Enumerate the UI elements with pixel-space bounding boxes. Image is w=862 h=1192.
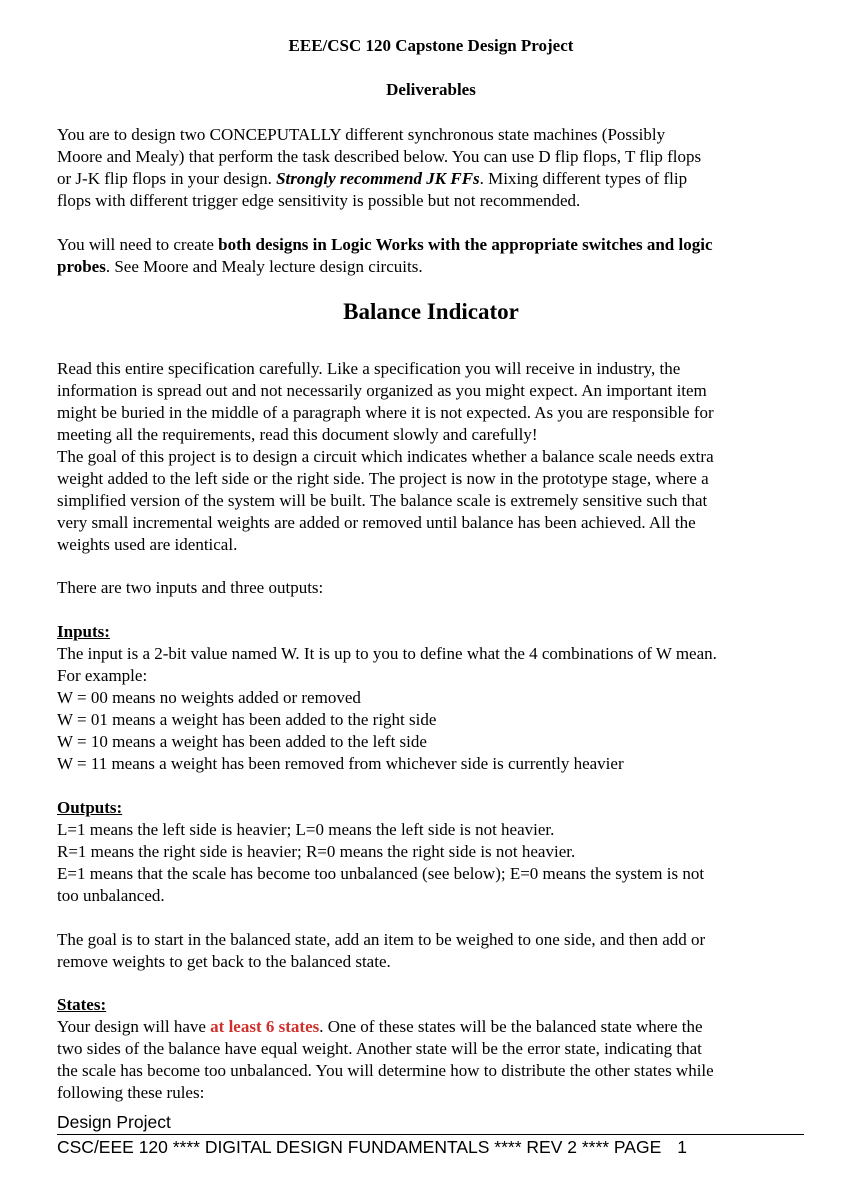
- text-line: following these rules:: [57, 1083, 205, 1102]
- text-line: W = 11 means a weight has been removed from whichever side is currently heavier: [57, 754, 624, 773]
- text-line: The input is a 2-bit value named W. It is up to you to define what the 4 combinations of W mean.: [57, 644, 717, 663]
- inputs-heading: Inputs:: [57, 622, 110, 641]
- text-line: Moore and Mealy) that perform the task described below. You can use D flip flops, T flip flops: [57, 147, 702, 166]
- text-line: information is spread out and not necessarily organized as you might expect. An important item: [57, 381, 707, 400]
- text-line: [57, 168, 687, 190]
- text-line: might be buried in the middle of a paragraph where it is not expected. As you are responsible for: [57, 403, 714, 422]
- text-line: simplified version of the system will be built. The balance scale is extremely sensitive such that: [57, 491, 708, 510]
- io-summary: There are two inputs and three outputs:: [57, 578, 324, 597]
- footer-page-number: 1: [677, 1137, 687, 1157]
- text-line: flops with different trigger edge sensitivity is possible but not recommended.: [57, 191, 581, 210]
- text-line: The goal is to start in the balanced state, add an item to be weighed to one side, and then add or: [57, 930, 706, 949]
- text-line: very small incremental weights are added or removed until balance has been achieved. All the: [57, 513, 696, 532]
- text-line: R=1 means the right side is heavier; R=0 means the right side is not heavier.: [57, 842, 576, 861]
- text-line: W = 10 means a weight has been added to the left side: [57, 732, 427, 751]
- text-span: Your design will have: [57, 1017, 211, 1036]
- text-span: . One of these states will be the balanced state where the: [319, 1017, 703, 1036]
- text-line: W = 00 means no weights added or removed: [57, 688, 361, 707]
- text-line: For example:: [57, 666, 148, 685]
- footer-label: Design Project: [57, 1112, 171, 1132]
- bold-text: both designs in Logic Works with the appropriate switches and logic: [218, 235, 713, 254]
- footer-divider: [57, 1134, 804, 1135]
- text-line: too unbalanced.: [57, 886, 165, 905]
- bold-text: probes: [57, 257, 106, 276]
- text-span: . Mixing different types of flip: [479, 169, 688, 188]
- text-line: The goal of this project is to design a circuit which indicates whether a balance scale needs extra: [57, 447, 714, 466]
- text-line: weights used are identical.: [57, 535, 238, 554]
- text-line: W = 01 means a weight has been added to the right side: [57, 710, 437, 729]
- text-span: . See Moore and Mealy lecture design circuits.: [105, 257, 423, 276]
- text-line: You are to design two CONCEPUTALLY different synchronous state machines (Possibly: [57, 125, 666, 144]
- text-line: E=1 means that the scale has become too unbalanced (see below); E=0 means the system is not: [57, 864, 705, 883]
- text-line: Read this entire specification carefully. Like a specification you will receive in industry, the: [57, 359, 681, 378]
- text-line: meeting all the requirements, read this document slowly and carefully!: [57, 425, 538, 444]
- highlight-text: at least 6 states: [210, 1017, 320, 1036]
- emphasis-text: Strongly recommend JK FFs: [276, 169, 480, 188]
- states-heading: States:: [57, 995, 107, 1014]
- text-line: weight added to the left side or the right side. The project is now in the prototype stage, where a: [57, 469, 709, 488]
- document-title: EEE/CSC 120 Capstone Design Project: [288, 36, 574, 55]
- outputs-heading: Outputs:: [57, 798, 123, 817]
- footer-course-line: [57, 1137, 687, 1158]
- text-line: remove weights to get back to the balanced state.: [57, 952, 391, 971]
- text-line: [57, 256, 423, 278]
- text-span: or J-K flip flops in your design.: [57, 169, 277, 188]
- text-line: two sides of the balance have equal weight. Another state will be the error state, indicating that: [57, 1039, 702, 1058]
- footer-course-text: CSC/EEE 120 **** DIGITAL DESIGN FUNDAMENTALS **** REV 2 **** PAGE: [57, 1137, 662, 1157]
- text-line: [57, 1016, 703, 1038]
- section-title: Balance Indicator: [343, 299, 519, 324]
- text-line: L=1 means the left side is heavier; L=0 means the left side is not heavier.: [57, 820, 555, 839]
- text-span: You will need to create: [57, 235, 219, 254]
- text-line: [57, 234, 712, 256]
- text-line: the scale has become too unbalanced. You will determine how to distribute the other states while: [57, 1061, 714, 1080]
- document-subtitle: Deliverables: [386, 80, 476, 99]
